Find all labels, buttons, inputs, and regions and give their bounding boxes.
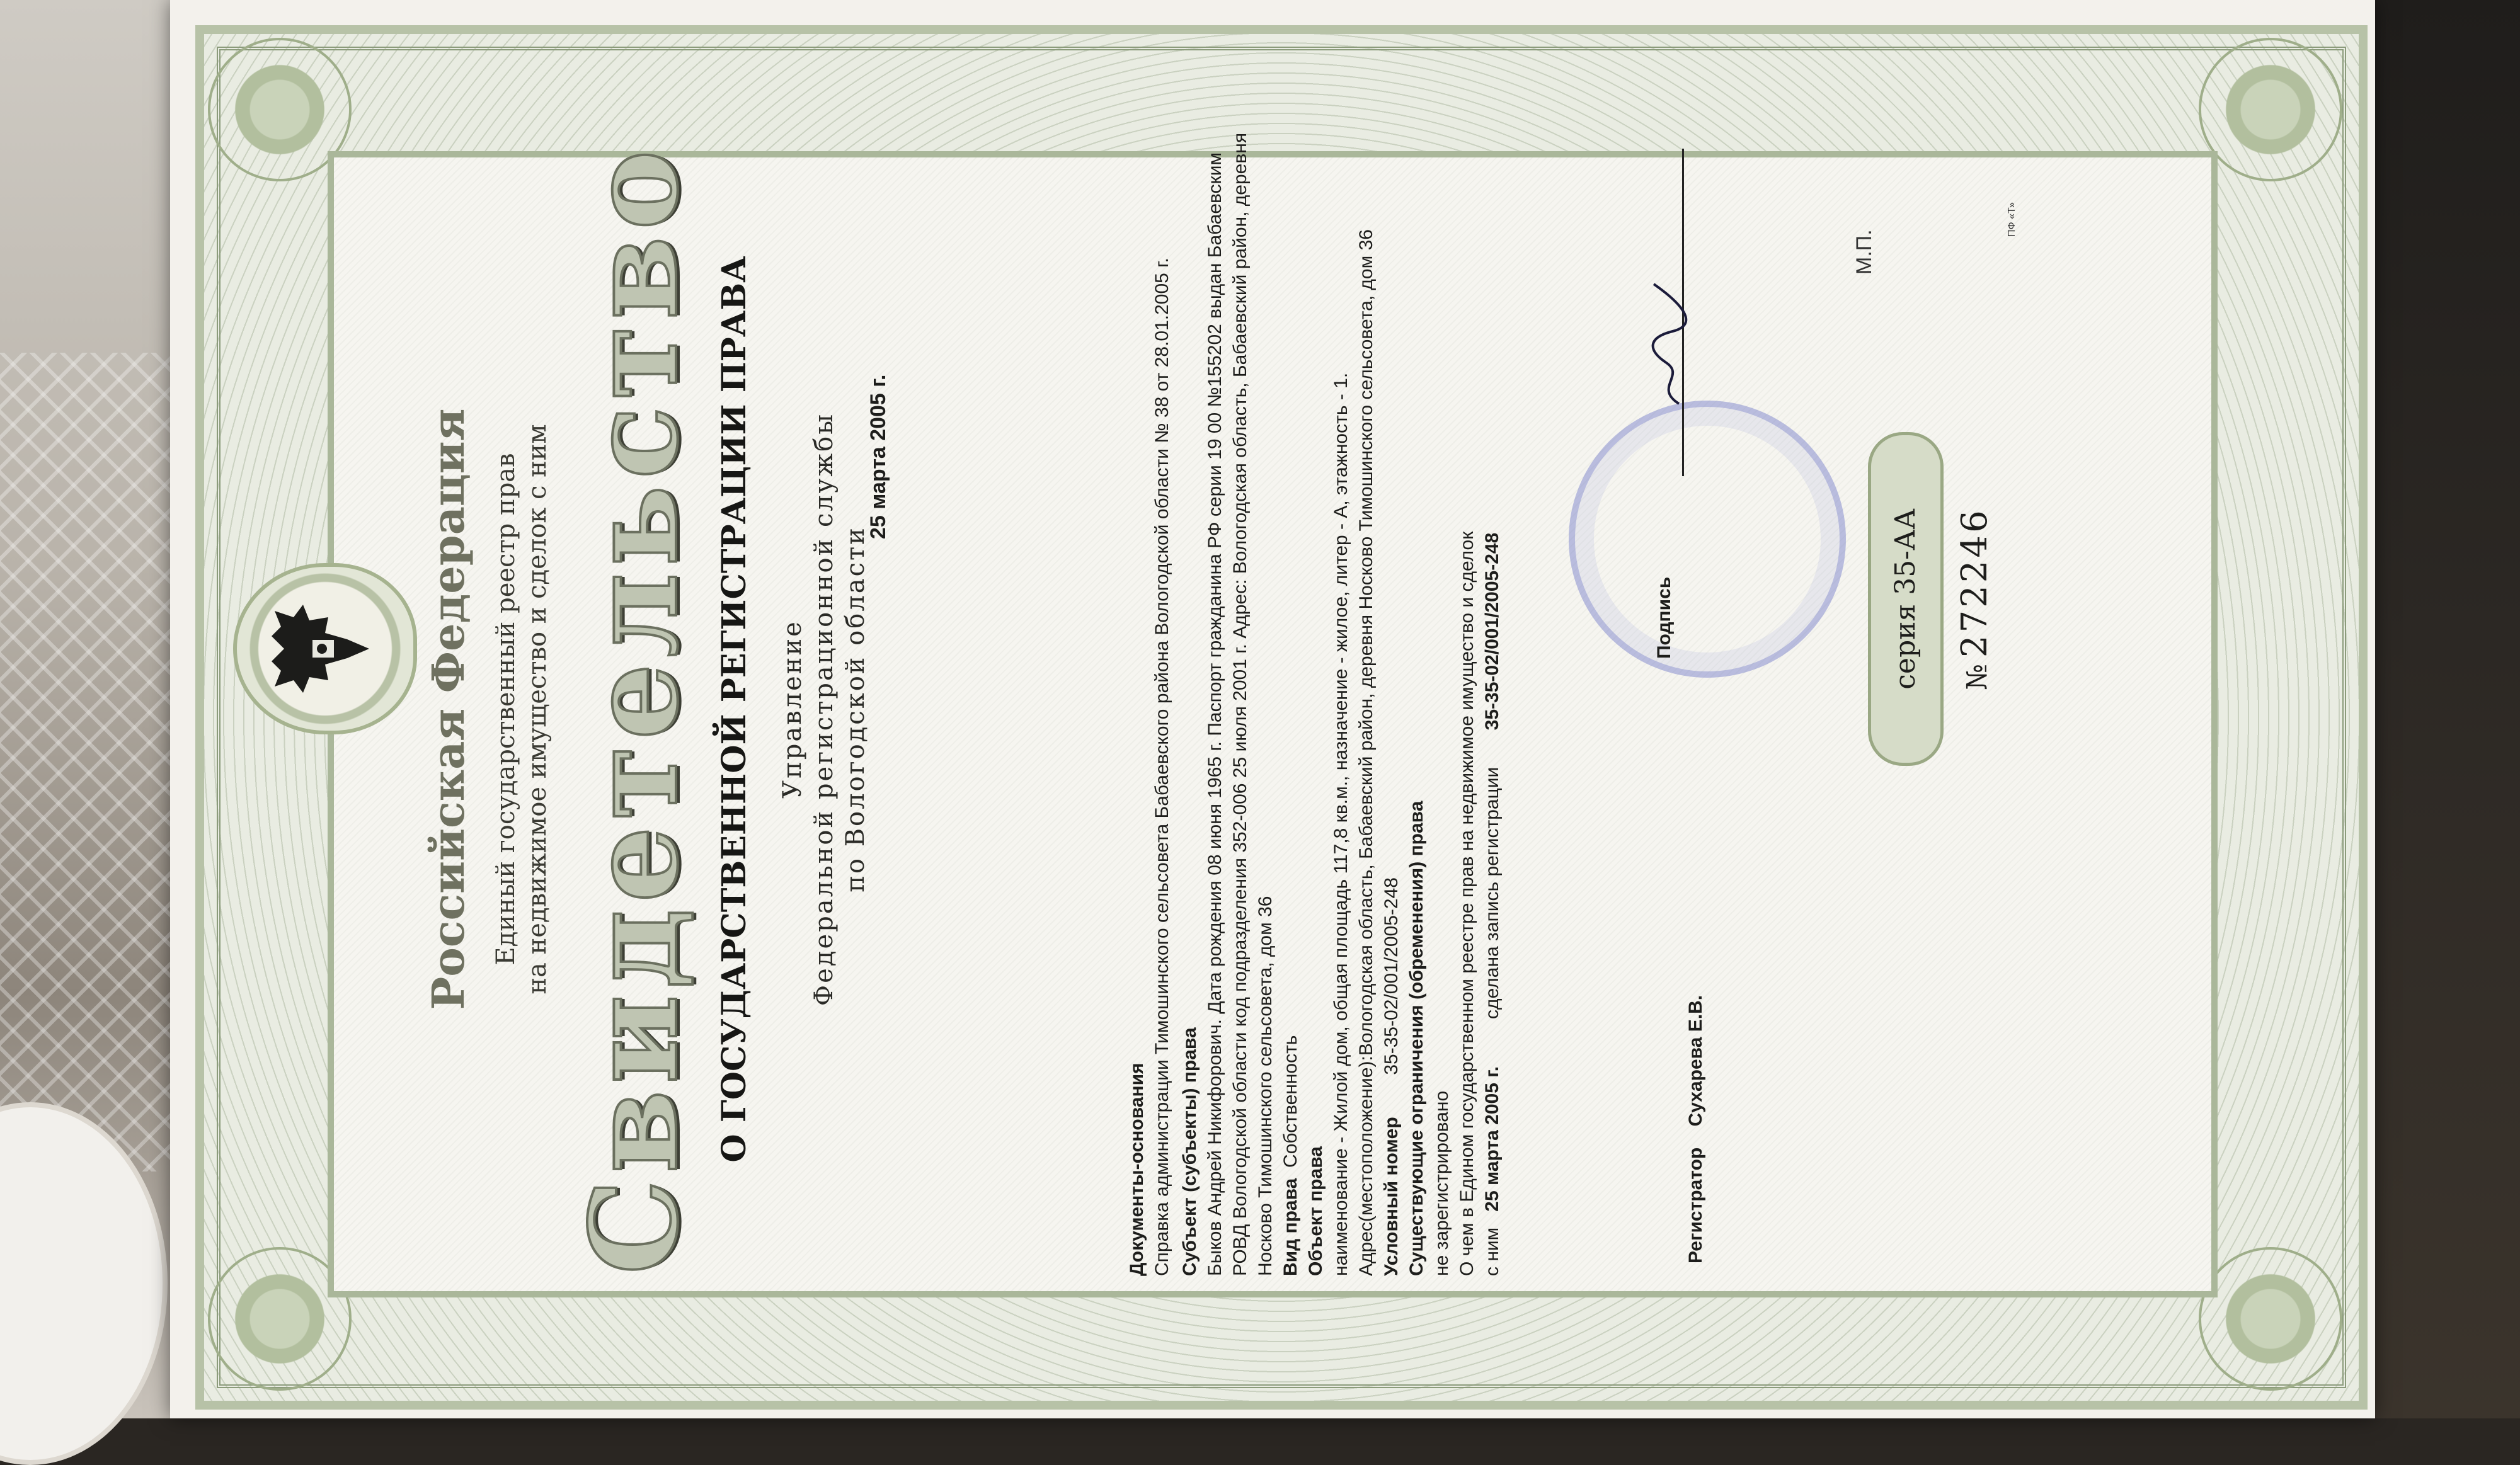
- record-line-1: О чем в Едином государственном реестре прав на недвижимое имущество и сделок: [1457, 531, 1477, 1276]
- certificate-title: Свидетельство: [564, 144, 704, 1275]
- encumbrance-label: Существующие ограничения (обременения) права: [1406, 801, 1427, 1276]
- cond-number-value: 35-35-02/001/2005-248: [1381, 877, 1402, 1075]
- record-mid: сделана запись регистрации: [1482, 767, 1503, 1019]
- registrar-name: Сухарева Е.В.: [1685, 995, 1706, 1127]
- object-text: наименование - Жилой дом, общая площадь 117,8 кв.м., назначение - жилое, литер - А, этажность - 1.: [1331, 372, 1351, 1276]
- record-prefix: с ним: [1482, 1227, 1503, 1276]
- address-text: Адрес(местоположение):Вологодская область, Бабаевский район, деревня Носково Тимошинского сельсовета, дом 36: [1356, 229, 1377, 1276]
- seal-place-mark: М.П.: [1852, 229, 1876, 275]
- print-mark: ПФ «Т»: [2007, 202, 2017, 237]
- basis-label: Документы-основания: [1126, 1063, 1147, 1276]
- corner-rosette: [2199, 38, 2342, 181]
- cond-number-label: Условный номер: [1381, 1117, 1402, 1276]
- series-number-plate: [1868, 432, 1995, 766]
- country-heading: Российская Федерация: [422, 408, 474, 1010]
- right-type-value: Собственность: [1280, 1035, 1301, 1168]
- handwritten-signature: [1641, 281, 1692, 407]
- certificate-content: [173, 48, 2032, 1371]
- coat-of-arms-emblem: [233, 563, 417, 734]
- basis-text: Справка администрации Тимошинского сельсовета Бабаевского района Вологодской области № 38 от 28.01.2005 г.: [1152, 258, 1172, 1276]
- record-date: 25 марта 2005 г.: [1482, 1066, 1503, 1212]
- corner-rosette: [2199, 1247, 2342, 1391]
- encumbrance-value: не зарегистрировано: [1431, 1090, 1452, 1276]
- certificate-subtitle: О ГОСУДАРСТВЕННОЙ РЕГИСТРАЦИИ ПРАВА: [715, 256, 753, 1163]
- series-number: 272246: [1954, 508, 1995, 658]
- subject-text: Быков Андрей Никифорович. Дата рождения 08 июня 1965 г. Паспорт гражданина РФ серии 19 00 №155202 выдан Бабаевским РОВД Вологодской области код подразделения 352-006 25 июля 2001 г. Адрес: Вологодская область, Бабаевский район, деревня Носково Тимошинского сельсовета, дом 36: [1205, 132, 1276, 1276]
- object-label: Объект права: [1305, 1146, 1326, 1276]
- official-stamp: [1569, 401, 1846, 678]
- record-number: 35-35-02/001/2005-248: [1482, 532, 1503, 731]
- issue-date: 25 марта 2005 г.: [866, 374, 890, 539]
- signature-label: Подпись: [1654, 576, 1675, 659]
- subject-label: Субъект (субъекты) права: [1179, 1027, 1200, 1276]
- dept-line-3: по Вологодской области: [841, 526, 870, 892]
- double-headed-eagle-icon: [265, 598, 379, 699]
- registry-line-2: на недвижимое имущество и сделок с ним: [523, 424, 552, 995]
- right-type-label: Вид права: [1280, 1178, 1301, 1276]
- dept-line-2: Федеральной регистрационной службы: [810, 412, 839, 1006]
- dept-line-1: Управление: [778, 620, 807, 799]
- registrar-label: Регистратор: [1685, 1147, 1706, 1263]
- registry-line-1: Единый государственный реестр прав: [491, 453, 520, 966]
- series-label: серия 35-АА №: [1889, 508, 1993, 690]
